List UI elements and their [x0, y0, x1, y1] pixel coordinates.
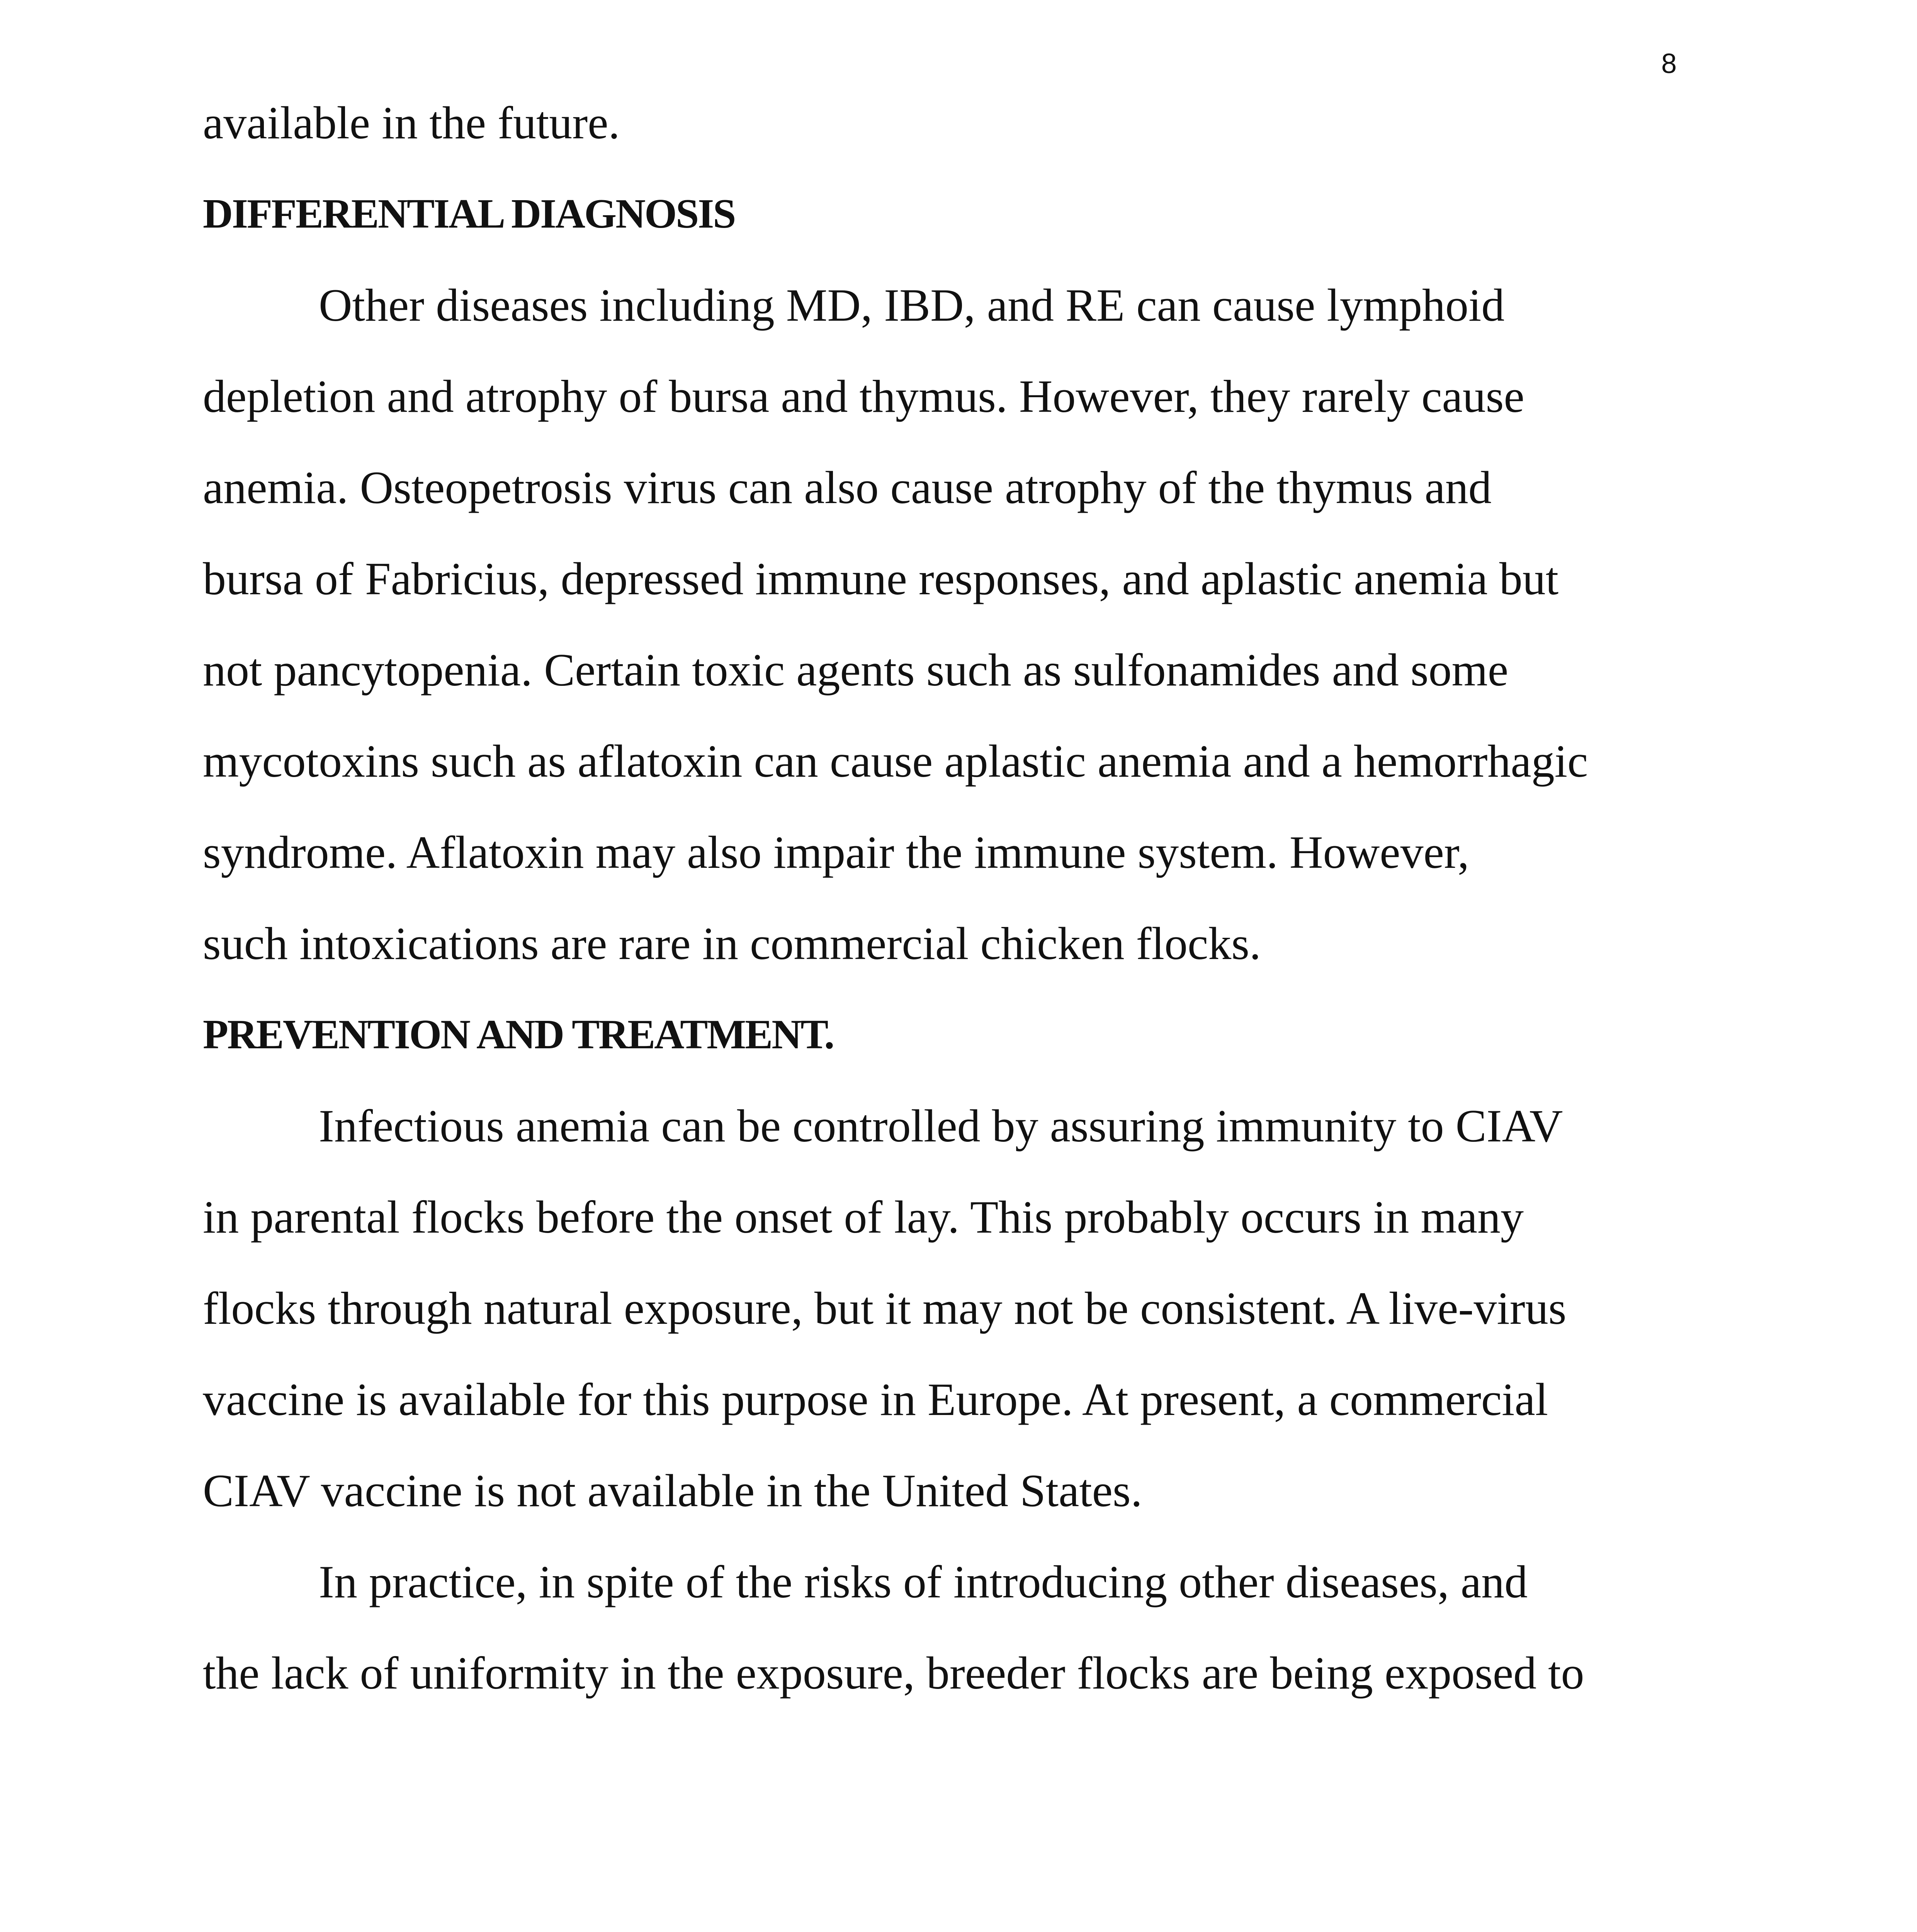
text-line: mycotoxins such as aflatoxin can cause aplastic anemia and a hemorrhagic — [203, 735, 1588, 787]
text-line: depletion and atrophy of bursa and thymus. However, they rarely cause — [203, 371, 1524, 422]
text-line: such intoxications are rare in commercial chicken flocks. — [203, 918, 1261, 969]
text-line: In practice, in spite of the risks of introducing other diseases, and — [319, 1556, 1528, 1607]
text-line: the lack of uniformity in the exposure, breeder flocks are being exposed to — [203, 1647, 1584, 1699]
text-line: CIAV vaccine is not available in the United States. — [203, 1465, 1142, 1516]
text-line: anemia. Osteopetrosis virus can also cause atrophy of the thymus and — [203, 462, 1492, 513]
section-heading-prevention-treatment: PREVENTION AND TREATMENT. — [203, 1012, 834, 1058]
text-line: flocks through natural exposure, but it may not be consistent. A live-virus — [203, 1282, 1567, 1334]
text-line: syndrome. Aflatoxin may also impair the immune system. However, — [203, 827, 1469, 878]
text-line: vaccine is available for this purpose in Europe. At present, a commercial — [203, 1374, 1548, 1425]
text-line: Infectious anemia can be controlled by assuring immunity to CIAV — [319, 1100, 1563, 1151]
text-line: bursa of Fabricius, depressed immune responses, and aplastic anemia but — [203, 553, 1559, 604]
text-line: available in the future. — [203, 97, 620, 148]
page-number: 8 — [1661, 48, 1677, 79]
text-line: in parental flocks before the onset of lay. This probably occurs in many — [203, 1191, 1524, 1243]
text-line: not pancytopenia. Certain toxic agents such as sulfonamides and some — [203, 644, 1509, 696]
text-line: Other diseases including MD, IBD, and RE can cause lymphoid — [319, 279, 1505, 331]
section-heading-differential-diagnosis: DIFFERENTIAL DIAGNOSIS — [203, 191, 735, 237]
